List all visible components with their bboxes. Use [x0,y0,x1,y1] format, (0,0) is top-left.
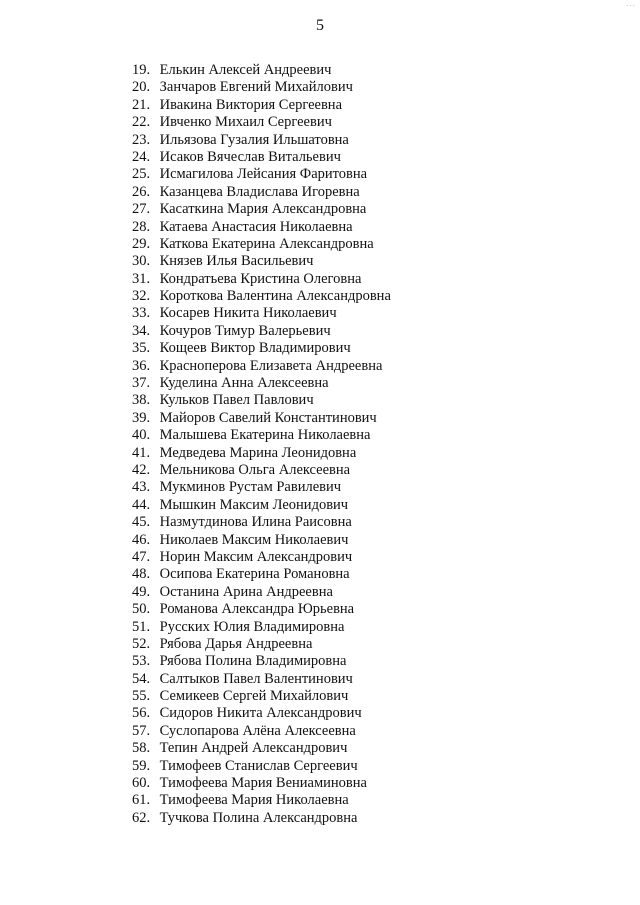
person-name: Мукминов Рустам Равилевич [159,479,342,496]
person-name: Ильязова Гузалия Ильшатовна [159,131,349,148]
person-name: Романова Александра Юрьевна [159,601,355,618]
item-number: 62. [132,809,151,826]
list-item [132,219,391,236]
list-item [132,166,391,183]
corner-mark: ··· [626,2,636,10]
item-number: 57. [132,722,151,739]
list-item [132,201,391,218]
person-name: Исаков Вячеслав Витальевич [159,148,341,165]
person-name: Казанцева Владислава Игоревна [159,183,360,200]
list-item [132,236,391,253]
person-name: Князев Илья Васильевич [159,253,314,270]
item-number: 36. [132,357,151,374]
person-name: Тучкова Полина Александровна [159,809,358,826]
item-number: 59. [132,757,151,774]
person-name: Назмутдинова Илина Раисовна [159,514,352,531]
person-name: Каткова Екатерина Александровна [159,235,374,252]
name-list [132,62,391,827]
item-number: 50. [132,601,151,618]
item-number: 21. [132,96,151,113]
person-name: Майоров Савелий Константинович [159,409,377,426]
list-item [132,566,391,583]
person-name: Малышева Екатерина Николаевна [159,427,371,444]
item-number: 27. [132,201,151,218]
item-number: 23. [132,131,151,148]
list-item [132,653,391,670]
item-number: 56. [132,705,151,722]
item-number: 19. [132,62,151,78]
person-name: Красноперова Елизавета Андреевна [159,357,383,374]
list-item [132,479,391,496]
item-number: 34. [132,322,151,339]
item-number: 41. [132,444,151,461]
list-item [132,375,391,392]
person-name: Рябова Дарья Андреевна [159,635,313,652]
item-number: 25. [132,166,151,183]
list-item [132,497,391,514]
person-name: Норин Максим Александрович [159,548,353,565]
list-item [132,532,391,549]
list-item [132,184,391,201]
person-name: Ивакина Виктория Сергеевна [159,96,343,113]
list-item [132,323,391,340]
list-item [132,671,391,688]
list-item [132,149,391,166]
person-name: Семикеев Сергей Михайлович [159,688,349,705]
list-item [132,79,391,96]
item-number: 52. [132,635,151,652]
item-number: 35. [132,340,151,357]
list-item [132,288,391,305]
list-item [132,392,391,409]
person-name: Куделина Анна Алексеевна [159,375,329,392]
list-item [132,410,391,427]
item-number: 60. [132,775,151,792]
person-name: Касаткина Мария Александровна [159,201,367,218]
person-name: Кондратьева Кристина Олеговна [159,270,362,287]
list-item [132,132,391,149]
item-number: 49. [132,583,151,600]
person-name: Тимофеева Мария Николаевна [159,792,349,809]
item-number: 29. [132,235,151,252]
item-number: 37. [132,375,151,392]
list-item [132,462,391,479]
person-name: Салтыков Павел Валентинович [159,670,353,687]
item-number: 44. [132,496,151,513]
item-number: 54. [132,670,151,687]
list-item [132,253,391,270]
item-number: 61. [132,792,151,809]
list-item [132,723,391,740]
item-number: 48. [132,566,151,583]
item-number: 46. [132,531,151,548]
person-name: Короткова Валентина Александровна [159,288,391,305]
list-item [132,636,391,653]
item-number: 42. [132,461,151,478]
person-name: Косарев Никита Николаевич [159,305,337,322]
person-name: Кочуров Тимур Валерьевич [159,322,331,339]
person-name: Занчаров Евгений Михайлович [159,79,353,96]
item-number: 58. [132,740,151,757]
item-number: 30. [132,253,151,270]
person-name: Николаев Максим Николаевич [159,531,349,548]
list-item [132,358,391,375]
person-name: Мельникова Ольга Алексеевна [159,461,351,478]
person-name: Исмагилова Лейсания Фаритовна [159,166,368,183]
item-number: 40. [132,427,151,444]
list-item [132,810,391,827]
list-item [132,305,391,322]
list-item [132,584,391,601]
person-name: Тимофеев Станислав Сергеевич [159,757,358,774]
item-number: 38. [132,392,151,409]
person-name: Медведева Марина Леонидовна [159,444,357,461]
person-name: Рябова Полина Владимировна [159,653,347,670]
item-number: 20. [132,79,151,96]
list-item [132,340,391,357]
item-number: 53. [132,653,151,670]
item-number: 47. [132,548,151,565]
item-number: 39. [132,409,151,426]
list-item [132,619,391,636]
person-name: Ивченко Михаил Сергеевич [159,114,332,131]
person-name: Мышкин Максим Леонидович [159,496,349,513]
item-number: 26. [132,183,151,200]
list-item [132,62,391,79]
list-item [132,792,391,809]
person-name: Сидоров Никита Александрович [159,705,362,722]
list-item [132,271,391,288]
item-number: 33. [132,305,151,322]
person-name: Осипова Екатерина Романовна [159,566,350,583]
item-number: 43. [132,479,151,496]
item-number: 55. [132,688,151,705]
list-item [132,514,391,531]
list-item [132,758,391,775]
list-item [132,427,391,444]
item-number: 24. [132,148,151,165]
item-number: 22. [132,114,151,131]
person-name: Кощеев Виктор Владимирович [159,340,351,357]
list-item [132,688,391,705]
list-item [132,549,391,566]
person-name: Елькин Алексей Андреевич [159,62,332,78]
list-item [132,97,391,114]
item-number: 32. [132,288,151,305]
person-name: Тимофеева Мария Вениаминовна [159,775,367,792]
list-item [132,740,391,757]
person-name: Катаева Анастасия Николаевна [159,218,353,235]
item-number: 51. [132,618,151,635]
person-name: Кульков Павел Павлович [159,392,314,409]
person-name: Тепин Андрей Александрович [159,740,348,757]
list-item [132,775,391,792]
person-name: Русских Юлия Владимировна [159,618,345,635]
item-number: 45. [132,514,151,531]
page-number: 5 [316,17,324,34]
item-number: 31. [132,270,151,287]
item-number: 28. [132,218,151,235]
person-name: Останина Арина Андреевна [159,583,333,600]
list-item [132,114,391,131]
person-name: Суслопарова Алёна Алексеевна [159,722,356,739]
list-item [132,601,391,618]
list-item [132,705,391,722]
list-item [132,445,391,462]
